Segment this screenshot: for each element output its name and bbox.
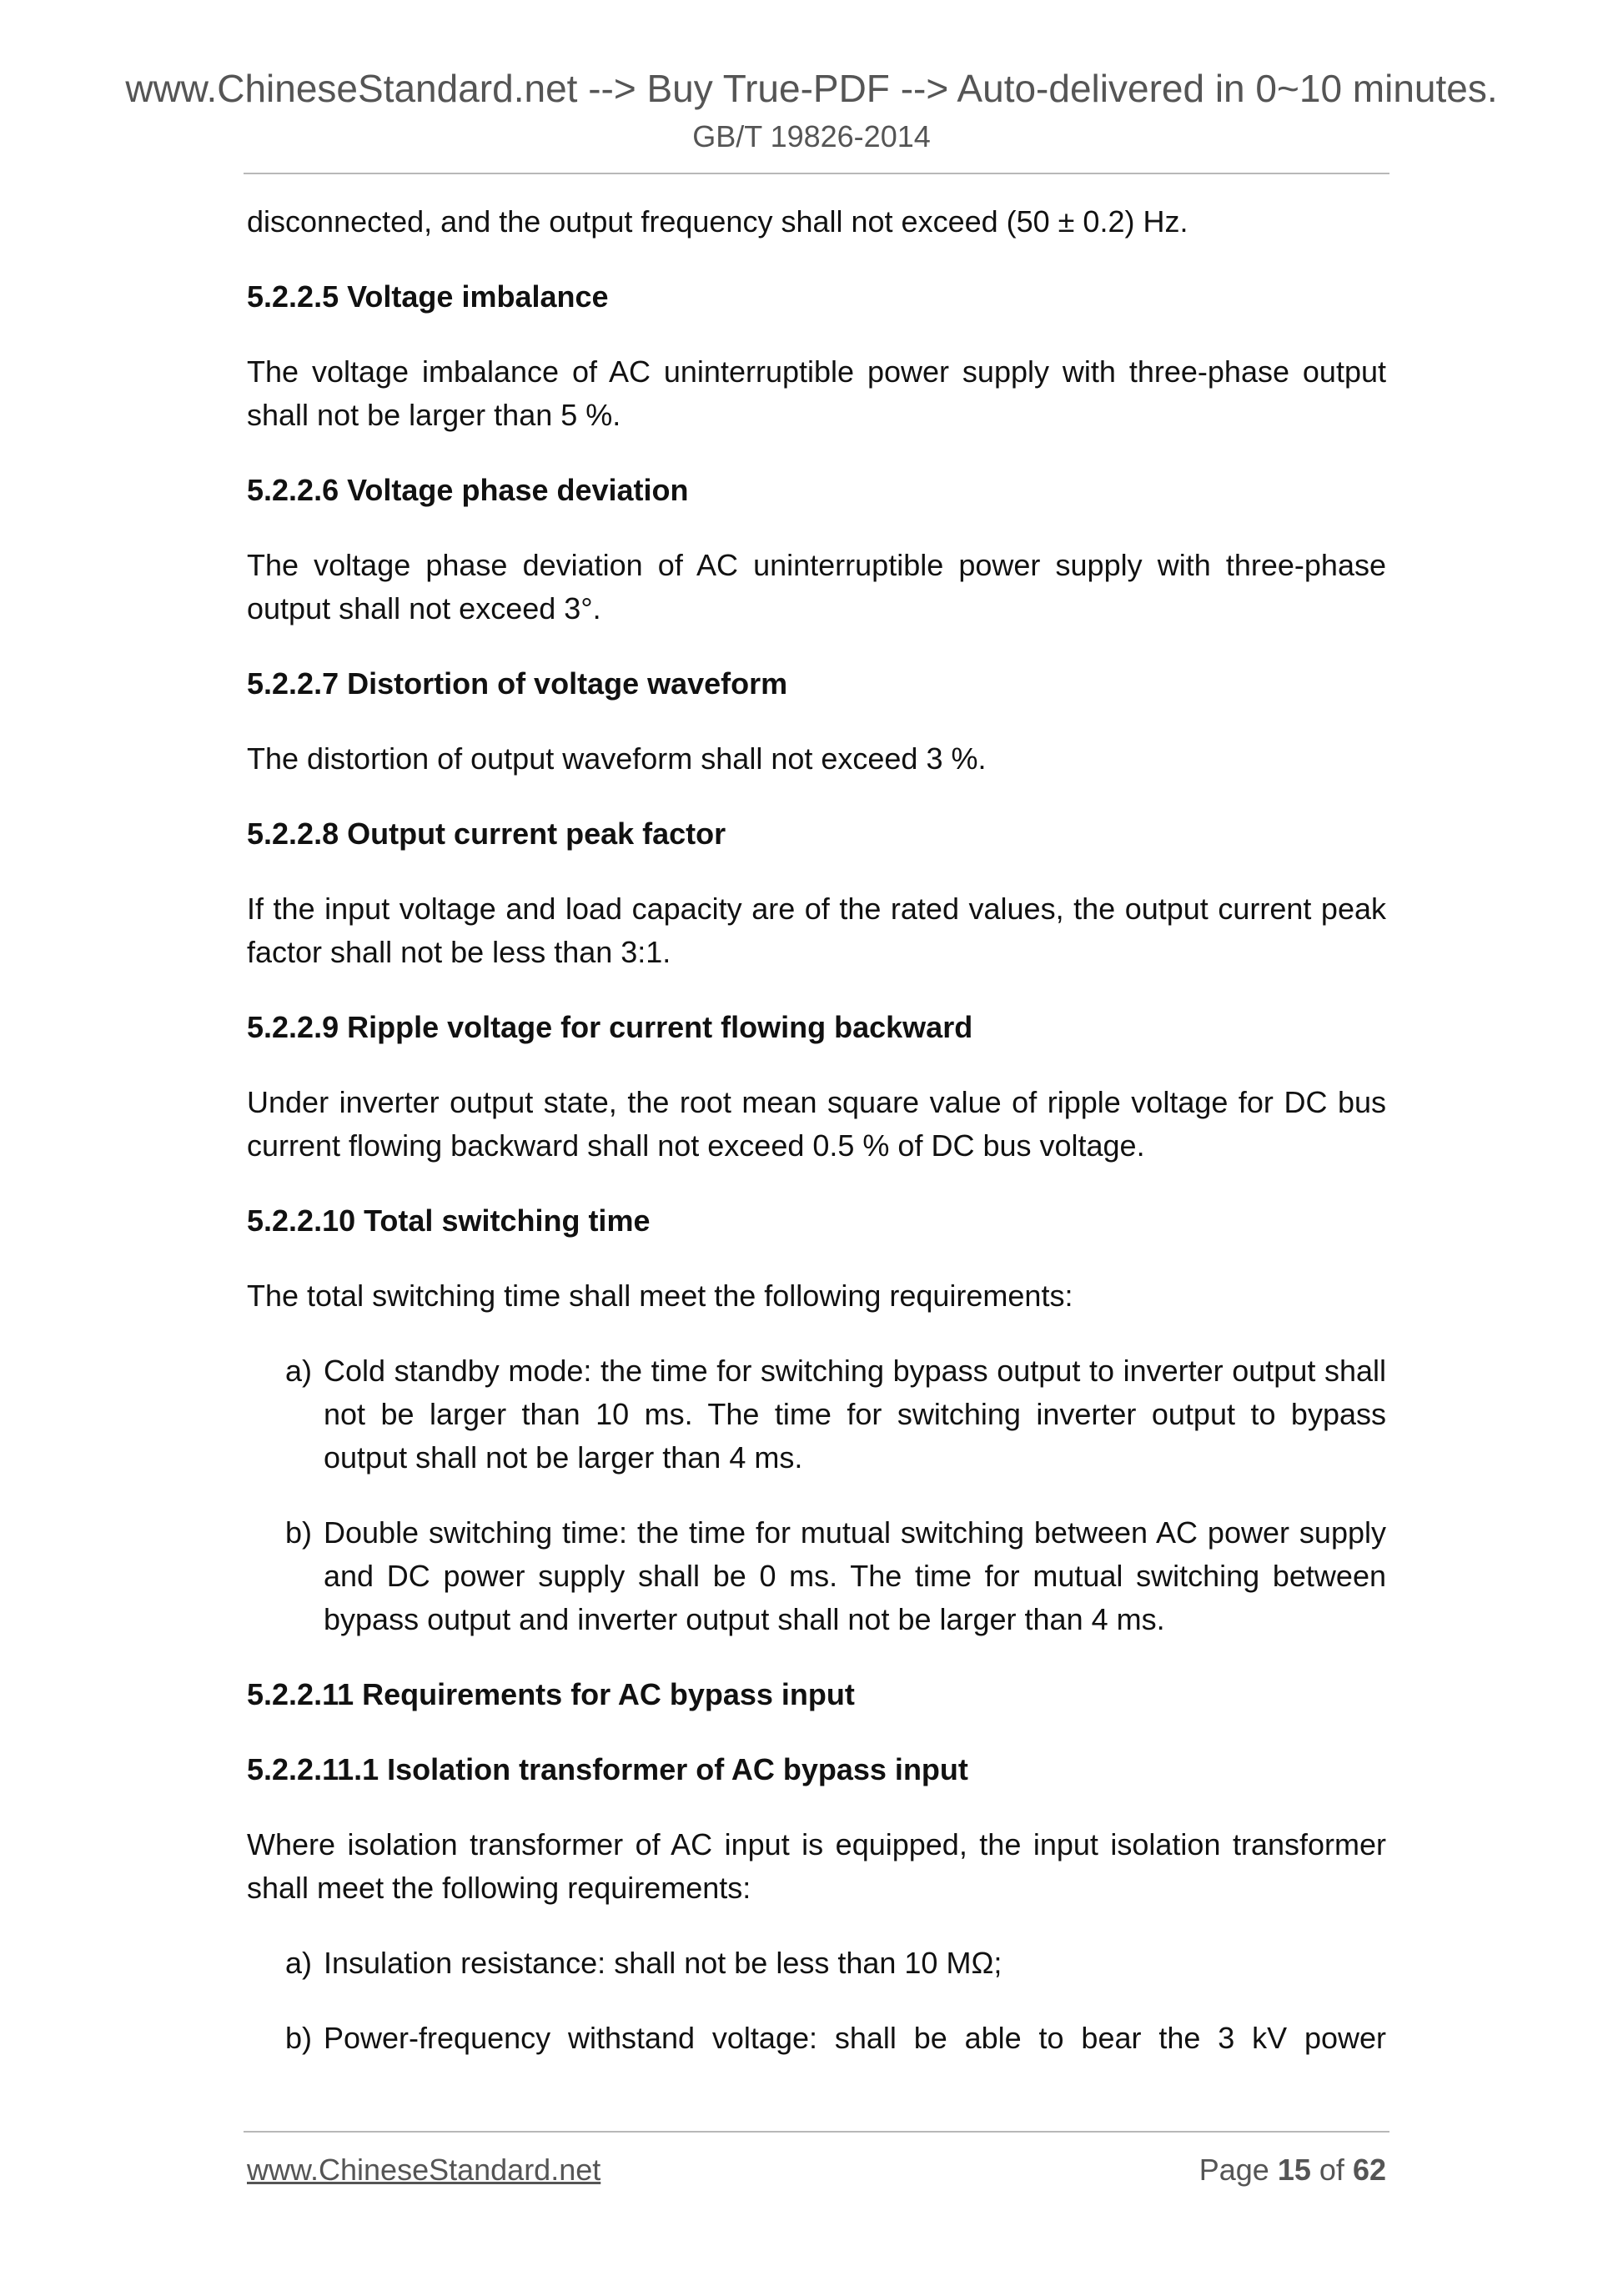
continuation-paragraph: disconnected, and the output frequency shall not exceed (50 ± 0.2) Hz. [247,204,1188,239]
list-marker: a) [285,1354,313,1388]
section-paragraph-5226: The voltage phase deviation of AC uninterruptible power supply with three-phase output shall not exceed 3°. [247,548,1386,625]
list-item-text: Power-frequency withstand voltage: shall be able to bear the 3 kV power [324,2021,1386,2055]
list-item-text: Cold standby mode: the time for switching bypass output to inverter output shall not be larger than 10 ms. The time for switching inverter output to bypass output shall not be larger than 4 ms. [324,1354,1386,1475]
header-divider [244,173,1389,174]
document-body [247,200,1386,2060]
section-paragraph-5228: If the input voltage and load capacity are of the rated values, the output current peak factor shall not be less than 3:1. [247,892,1386,969]
section-heading-522111: 5.2.2.11.1 Isolation transformer of AC bypass input [247,1752,968,1786]
footer-site-link[interactable]: www.ChineseStandard.net [247,2153,601,2187]
section-heading-5225: 5.2.2.5 Voltage imbalance [247,279,609,314]
section-paragraph-5225: The voltage imbalance of AC uninterruptible power supply with three-phase output shall not be larger than 5 %. [247,354,1386,432]
page-label: Page [1198,2153,1269,2187]
section-heading-5226: 5.2.2.6 Voltage phase deviation [247,473,689,507]
list-item [247,2017,1386,2060]
page-indicator [1199,2150,1386,2190]
list-item-text: Double switching time: the time for mutual switching between AC power supply and DC power supply shall be 0 ms. The time for mutual switching between bypass output and inverter output shall not be larger than 4 ms. [324,1515,1386,1636]
section-heading-5228: 5.2.2.8 Output current peak factor [247,816,726,851]
section-heading-52211: 5.2.2.11 Requirements for AC bypass input [247,1677,855,1711]
list-item [247,1511,1386,1641]
list-marker: b) [285,2021,313,2055]
section-paragraph-52210: The total switching time shall meet the following requirements: [247,1279,1073,1313]
list-marker: a) [285,1946,313,1980]
page-of-label: of [1319,2153,1344,2187]
list-item-text: Insulation resistance: shall not be less than 10 MΩ; [324,1946,1002,1980]
section-paragraph-5227: The distortion of output waveform shall not exceed 3 %. [247,741,987,776]
standard-code: GB/T 19826-2014 [692,119,931,153]
list-marker: b) [285,1515,313,1550]
header-banner: www.ChineseStandard.net --> Buy True-PDF --> Auto-delivered in 0~10 minutes. [125,67,1498,110]
section-heading-5229: 5.2.2.9 Ripple voltage for current flowing backward [247,1010,973,1044]
list-item [247,1349,1386,1480]
section-paragraph-522111: Where isolation transformer of AC input is equipped, the input isolation transformer shall meet the following requirements: [247,1827,1386,1905]
page-current: 15 [1277,2153,1311,2187]
footer-divider [244,2131,1389,2133]
section-paragraph-5229: Under inverter output state, the root mean square value of ripple voltage for DC bus current flowing backward shall not exceed 0.5 % of DC bus voltage. [247,1085,1386,1163]
page-total: 62 [1352,2153,1386,2187]
list-item [247,1942,1386,1985]
section-heading-5227: 5.2.2.7 Distortion of voltage waveform [247,666,788,701]
section-heading-52210: 5.2.2.10 Total switching time [247,1203,651,1238]
